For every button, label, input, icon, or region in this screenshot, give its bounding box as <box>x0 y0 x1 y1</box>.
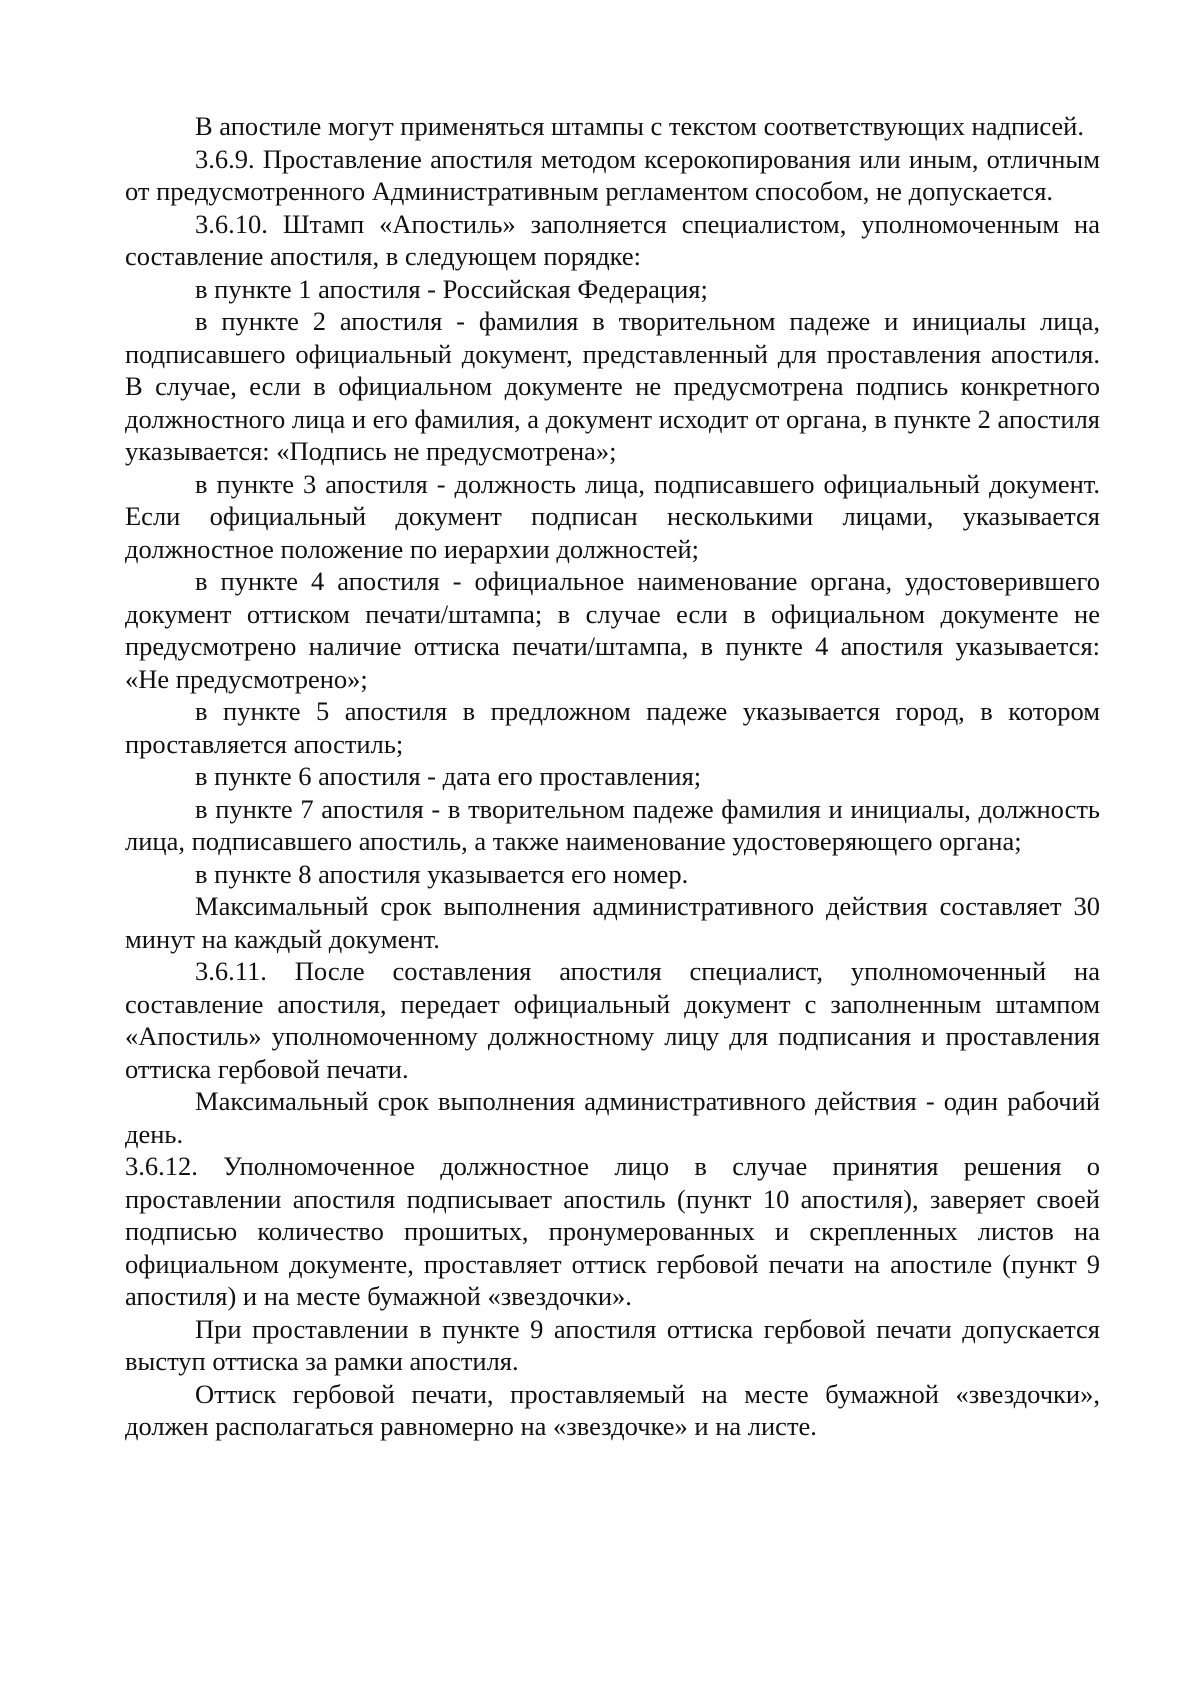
paragraph-item-7: в пункте 7 апостиля - в творительном падеже фамилия и инициалы, должность лица, подписавшего апостиль, а также наименование удостоверяющего органа; <box>125 793 1100 856</box>
paragraph-3-6-9: 3.6.9. Проставление апостиля методом ксерокопирования или иным, отличным от предусмотренного Административным регламентом способом, не допускается. <box>125 143 1100 206</box>
paragraph-item-5: в пункте 5 апостиля в предложном падеже указывается город, в котором проставляется апостиль; <box>125 696 1100 759</box>
paragraph-stamps-note: В апостиле могут применяться штампы с текстом соответствующих надписей. <box>195 111 1084 141</box>
paragraph-item-2: в пункте 2 апостиля - фамилия в творительном падеже и инициалы лица, подписавшего официальный документ, представленный для проставления апостиля. В случае, если в официальном документе не предусмотрена подпись конкретного должностного лица и его фамилия, а документ исходит от органа, в пункте 2 апостиля указывается: «Подпись не предусмотрена»; <box>125 306 1100 466</box>
paragraph-3-6-11: 3.6.11. После составления апостиля специалист, уполномоченный на составление апостиля, передает официальный документ с заполненным штампом «Апостиль» уполномоченному должностному лицу для подписания и проставления оттиска гербовой печати. <box>125 956 1100 1084</box>
paragraph-item-3: в пункте 3 апостиля - должность лица, подписавшего официальный документ. Если официальный документ подписан несколькими лицами, указывается должностное положение по иерархии должностей; <box>125 468 1100 564</box>
paragraph-seal-overhang: При проставлении в пункте 9 апостиля оттиска гербовой печати допускается выступ оттиска за рамки апостиля. <box>125 1313 1100 1376</box>
paragraph-max-term-30-min: Максимальный срок выполнения административного действия составляет 30 минут на каждый документ. <box>125 891 1100 954</box>
document-body <box>125 110 1100 1443</box>
paragraph-item-1: в пункте 1 апостиля - Российская Федерация; <box>195 273 708 304</box>
paragraph-seal-placement: Оттиск гербовой печати, проставляемый на месте бумажной «звездочки», должен располагаться равномерно на «звездочке» и на листе. <box>125 1378 1100 1441</box>
paragraph-item-6: в пункте 6 апостиля - дата его проставления; <box>195 761 702 791</box>
paragraph-3-6-10: 3.6.10. Штамп «Апостиль» заполняется специалистом, уполномоченным на составление апостиля, в следующем порядке: <box>125 208 1100 271</box>
paragraph-3-6-12: 3.6.12. Уполномоченное должностное лицо в случае принятия решения о проставлении апостиля подписывает апостиль (пункт 10 апостиля), заверяет своей подписью количество прошитых, пронумерованных и скрепленных листов на официальном документе, проставляет оттиск гербовой печати на апостиле (пункт 9 апостиля) и на месте бумажной «звездочки». <box>125 1151 1100 1311</box>
paragraph-max-term-one-day: Максимальный срок выполнения административного действия - один рабочий день. <box>125 1086 1100 1149</box>
paragraph-item-8: в пункте 8 апостиля указывается его номер. <box>195 858 689 889</box>
paragraph-item-4: в пункте 4 апостиля - официальное наименование органа, удостоверившего документ оттиском печати/штампа; в случае если в официальном документе не предусмотрено наличие оттиска печати/штампа, в пункте 4 апостиля указывается: «Не предусмотрено»; <box>125 566 1100 694</box>
